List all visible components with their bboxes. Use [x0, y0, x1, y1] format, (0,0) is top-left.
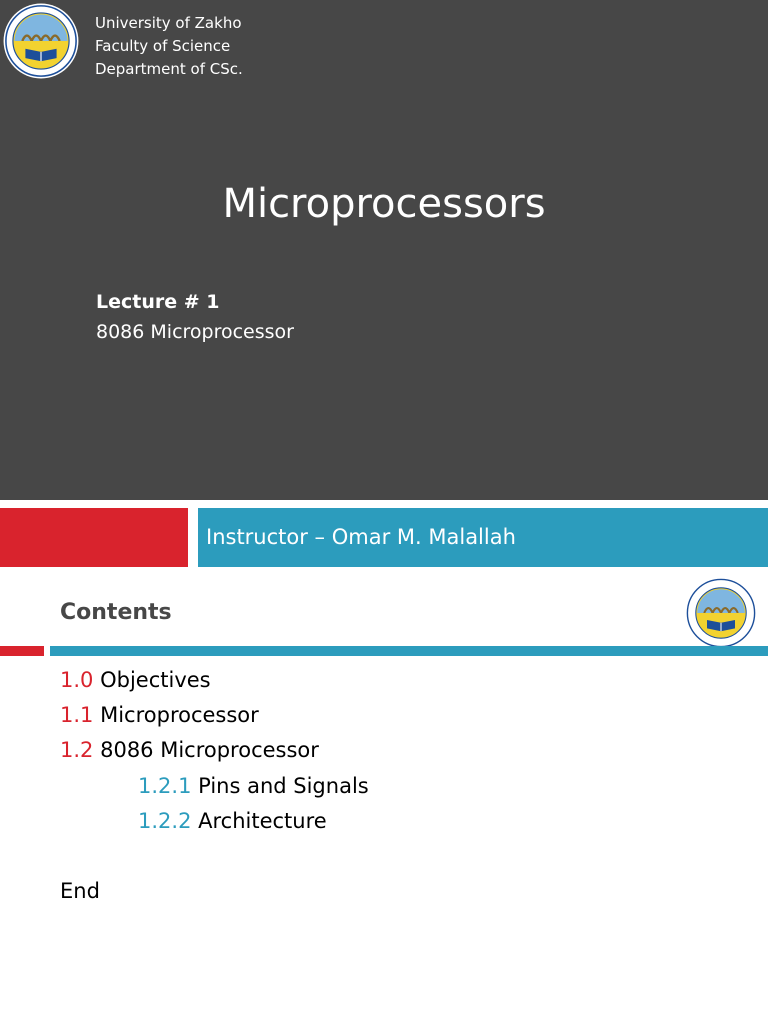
item-number: 1.2.2 — [138, 809, 192, 833]
department-name: Department of CSc. — [95, 60, 243, 78]
item-number: 1.2.1 — [138, 774, 192, 798]
list-item — [138, 809, 327, 833]
slide-title: Microprocessors — [222, 181, 546, 227]
list-item — [60, 703, 259, 727]
contents-heading: Contents — [60, 600, 172, 625]
list-item — [60, 738, 319, 762]
item-label: Microprocessor — [100, 703, 259, 727]
university-info — [95, 12, 243, 81]
university-name: University of Zakho — [95, 14, 242, 32]
lecture-info — [96, 287, 294, 347]
item-label: Pins and Signals — [198, 774, 369, 798]
divider-red — [0, 646, 44, 656]
university-logo-icon — [686, 578, 756, 648]
item-label: Architecture — [198, 809, 327, 833]
faculty-name: Faculty of Science — [95, 37, 231, 55]
accent-bar-red — [0, 508, 188, 567]
end-label: End — [60, 879, 100, 903]
university-logo-icon — [2, 2, 80, 80]
divider-teal — [50, 646, 768, 656]
lecture-topic: 8086 Microprocessor — [96, 321, 294, 343]
item-number: 1.1 — [60, 703, 94, 727]
item-number: 1.0 — [60, 668, 94, 692]
lecture-number: Lecture # 1 — [96, 291, 220, 313]
item-label: Objectives — [100, 668, 211, 692]
list-item — [60, 668, 211, 692]
instructor-bar — [198, 508, 768, 567]
list-item — [138, 774, 369, 798]
item-label: 8086 Microprocessor — [100, 738, 319, 762]
instructor-name: Instructor – Omar M. Malallah — [206, 525, 516, 549]
title-slide — [0, 0, 768, 500]
item-number: 1.2 — [60, 738, 94, 762]
